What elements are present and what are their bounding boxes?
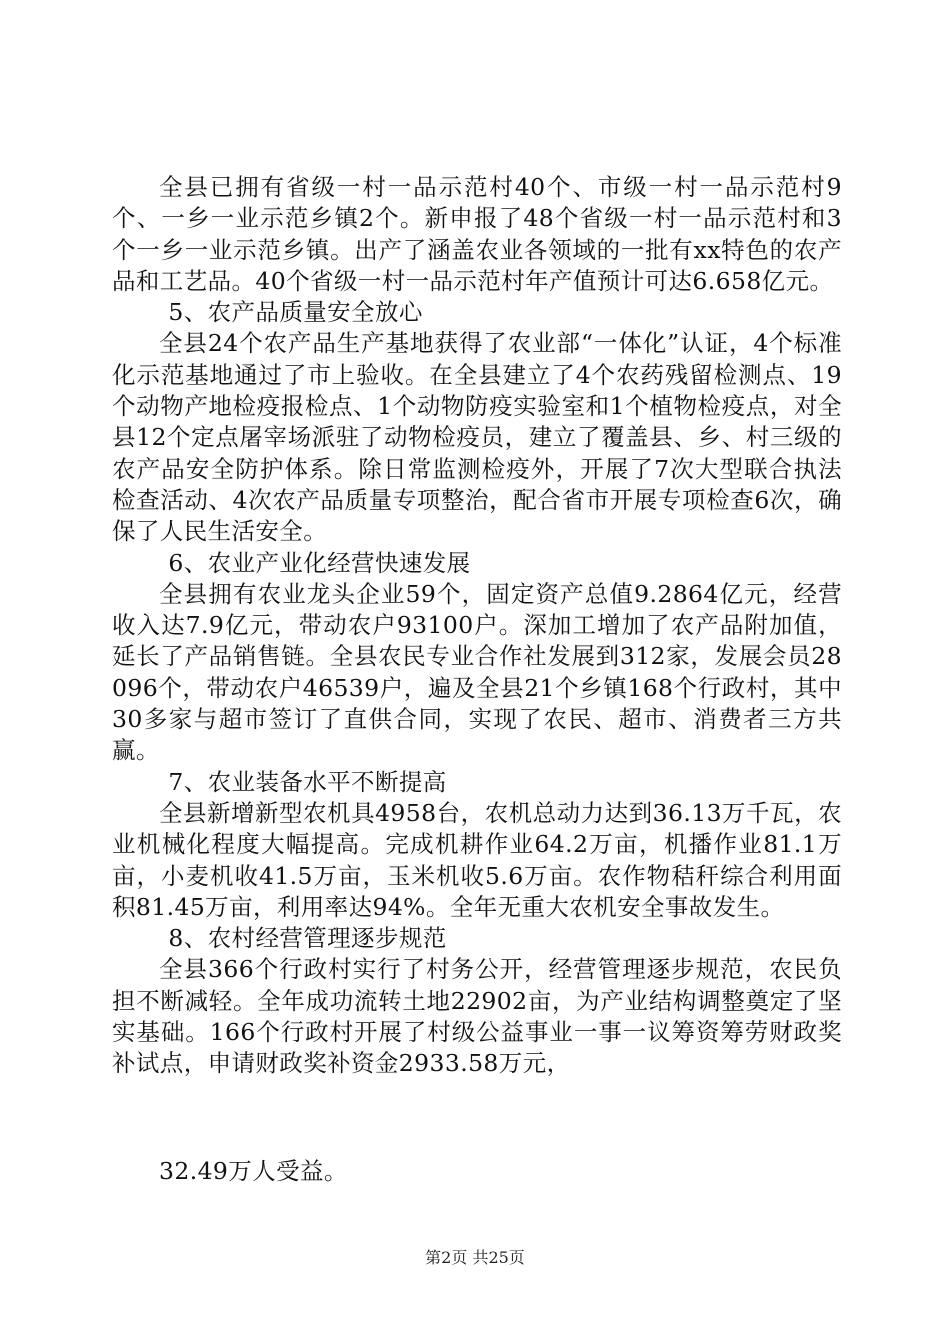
heading-management: 8、农村经营管理逐步规范 (168, 924, 447, 953)
paragraph-quality-safety: 全县24个农产品生产基地获得了农业部“一体化”认证，4个标准化示范基地通过了市上验收。在全县建立了4个农药残留检测点、19个动物产地检疫报检点、1个动物防疫实验室和1个植物检疫点，对全县12个定点屠宰场派驻了动物检疫员，建立了覆盖县、乡、村三级的农产品安全防护体系。除日常监测检疫外，开展了7次大型联合执法检查活动、4次农产品质量专项整治，配合省市开展专项检查6次，确保了人民生活安全。 (112, 329, 842, 546)
page-footer: 第2页 共25页 (425, 1248, 525, 1267)
heading-industrialization: 6、农业产业化经营快速发展 (168, 548, 471, 577)
paragraph-equipment: 全县新增新型农机具4958台，农机总动力达到36.13万千瓦，农业机械化程度大幅提高。完成机耕作业64.2万亩，机播作业81.1万亩，小麦机收41.5万亩，玉米机收5.6万亩。农作物秸秆综合利用面积81.45万亩，利用率达94%。全年无重大农机安全事故发生。 (112, 798, 842, 921)
heading-equipment: 7、农业装备水平不断提高 (168, 767, 447, 796)
paragraph-management: 全县366个行政村实行了村务公开，经营管理逐步规范，农民负担不断减轻。全年成功流转土地22902亩，为产业结构调整奠定了坚实基础。166个行政村开展了村级公益事业一事一议筹资筹劳财政奖补试点，申请财政奖补资金2933.58万元， (112, 955, 842, 1078)
document-body (112, 172, 842, 1080)
paragraph-demo-villages: 全县已拥有省级一村一品示范村40个、市级一村一品示范村9个、一乡一业示范乡镇2个。新申报了48个省级一村一品示范村和3个一乡一业示范乡镇。出产了涵盖农业各领域的一批有xx特色的农产品和工艺品。40个省级一村一品示范村年产值预计可达6.658亿元。 (112, 173, 842, 295)
paragraph-industrialization: 全县拥有农业龙头企业59个，固定资产总值9.2864亿元，经营收入达7.9亿元，带动农户93100户。深加工增加了农产品附加值，延长了产品销售链。全县农民专业合作社发展到312家，发展会员28096个，带动农户46539户，遍及全县21个乡镇168个行政村，其中30多家与超市签订了直供合同，实现了农民、超市、消费者三方共赢。 (112, 579, 842, 765)
heading-quality-safety: 5、农产品质量安全放心 (168, 298, 423, 327)
paragraph-tail: 32.49万人受益。 (159, 1157, 348, 1185)
